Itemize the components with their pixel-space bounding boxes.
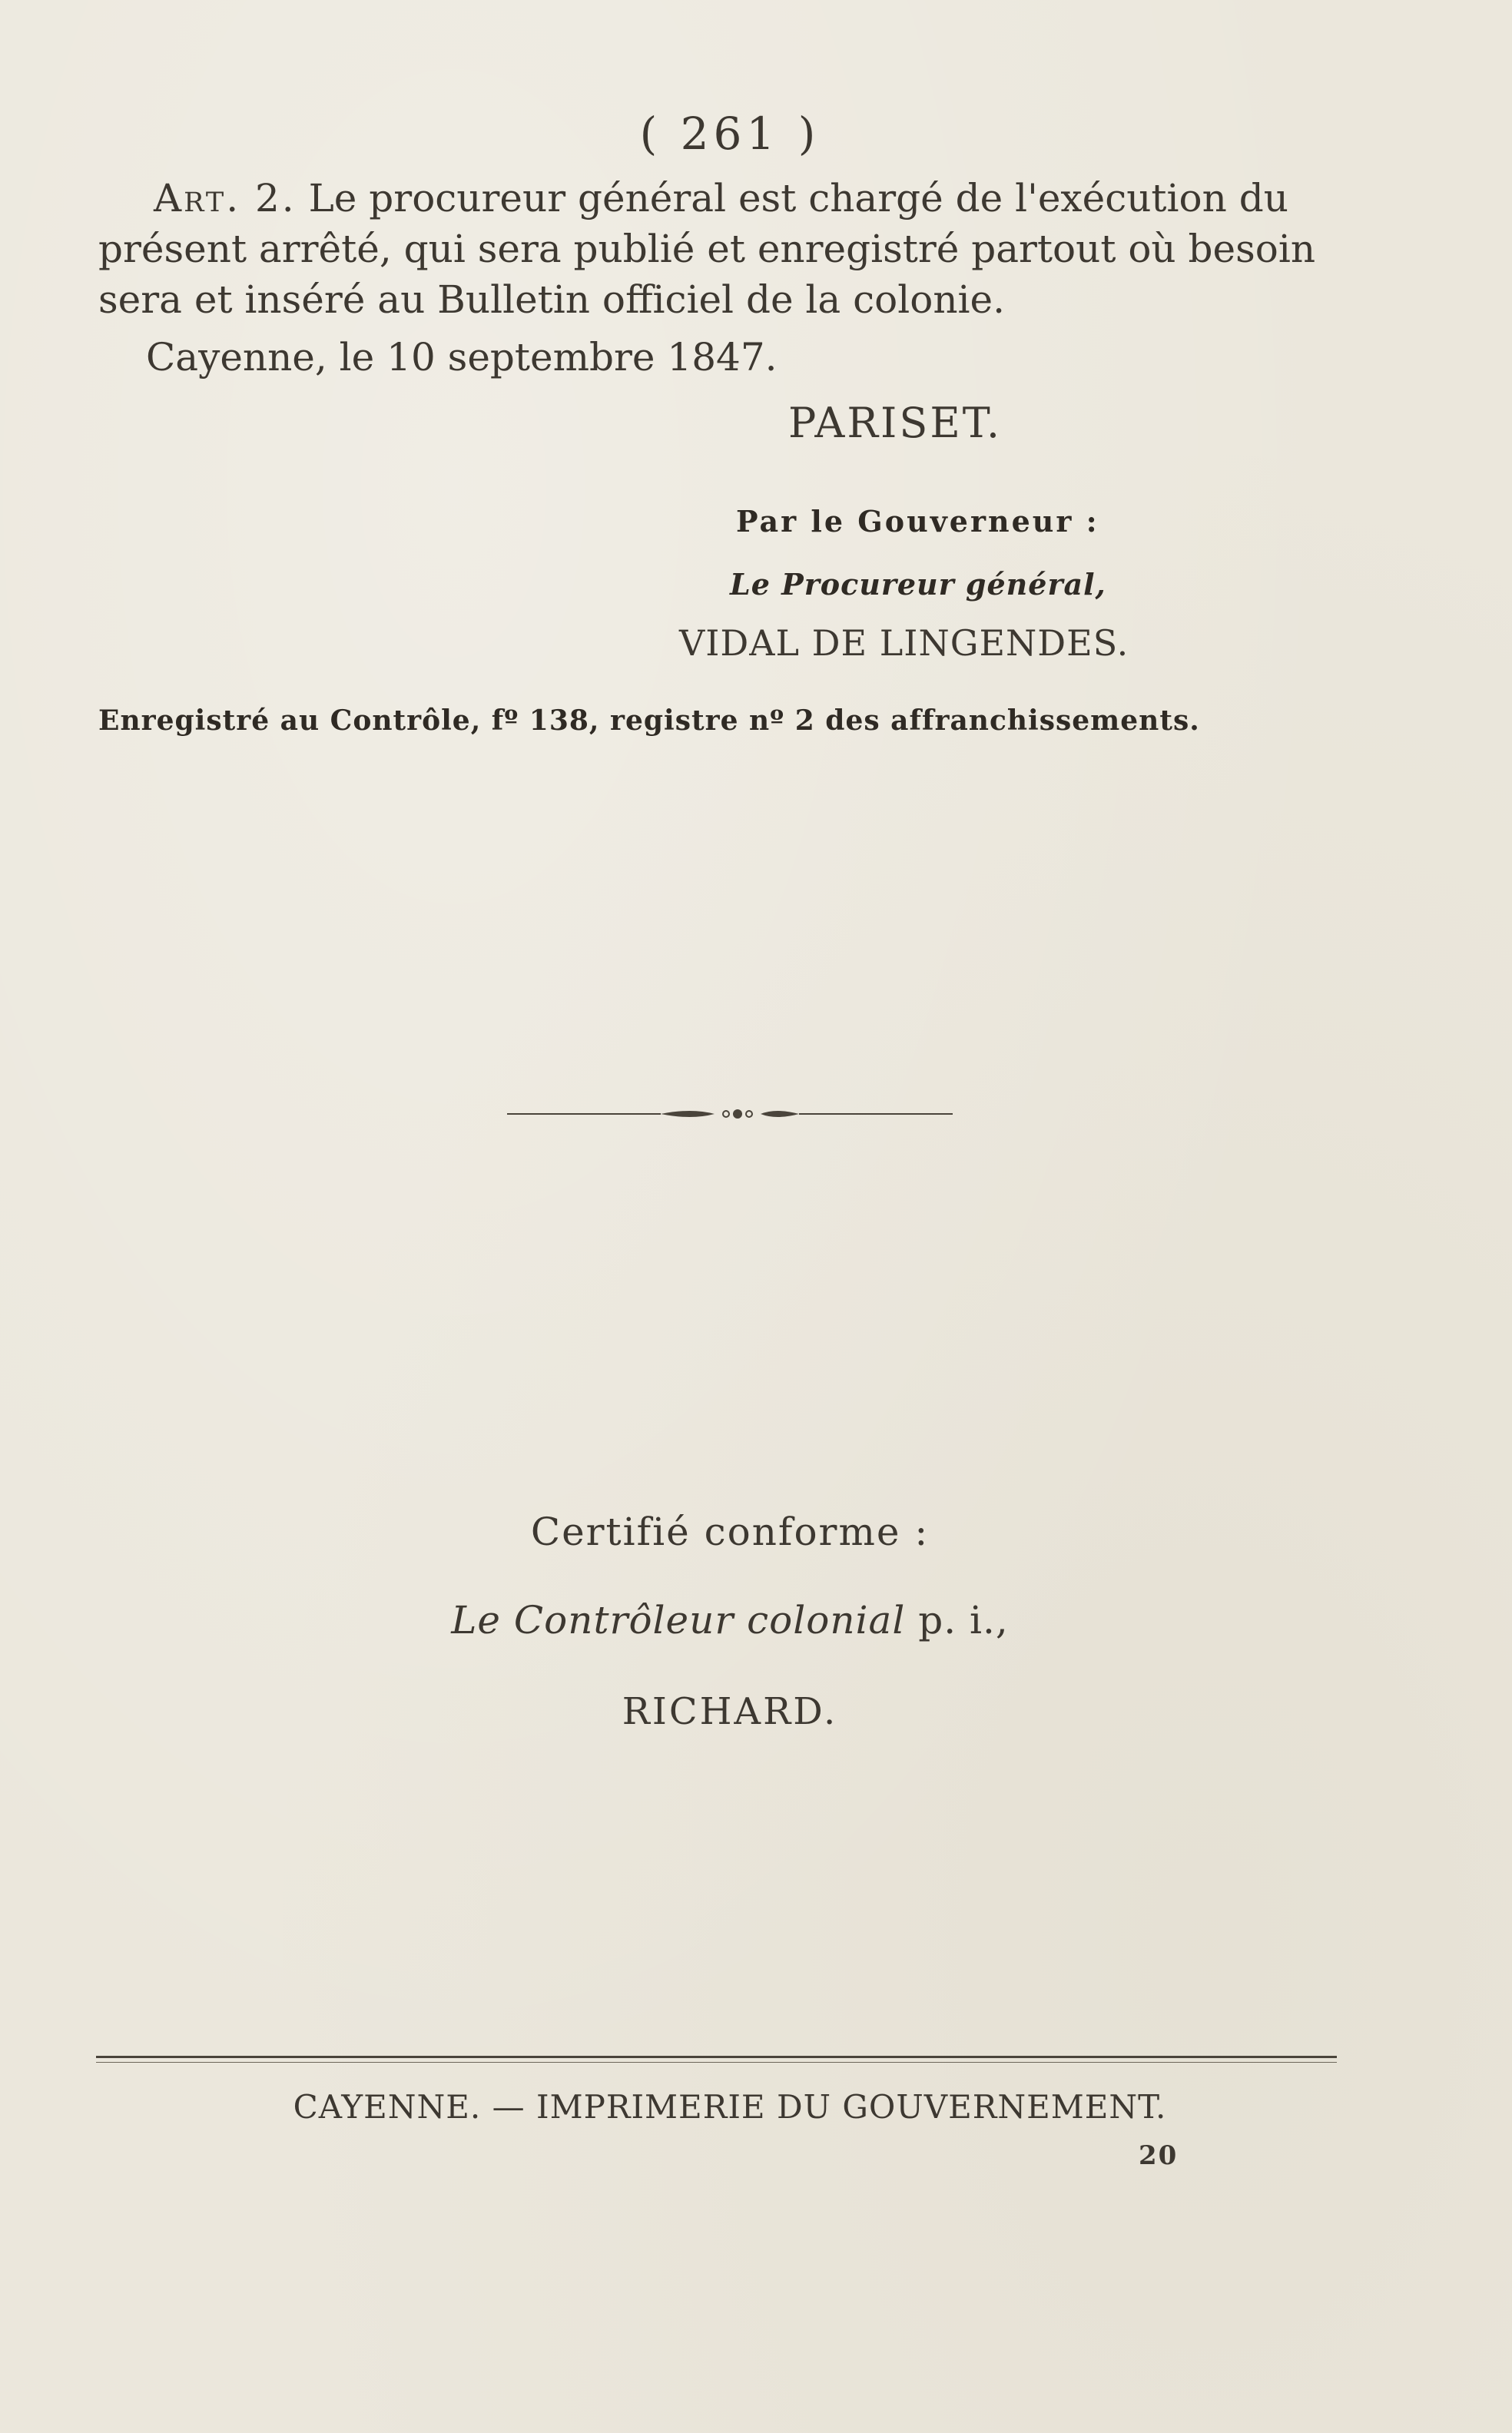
- page-number: ( 261 ): [639, 108, 821, 160]
- by-governor-line: Par le Gouverneur :: [736, 504, 1099, 539]
- article-paragraph: [98, 173, 1366, 325]
- governor-signature: PARISET.: [788, 399, 1003, 447]
- article-line-1: Art. 2. Le procureur général est chargé de l'exécution du: [154, 176, 1288, 220]
- controller-name: RICHARD.: [622, 1690, 838, 1733]
- ornament-divider: [507, 1099, 953, 1129]
- article-label: Art. 2.: [154, 176, 297, 220]
- article-line-3: sera et inséré au Bulletin officiel de la colonie.: [98, 277, 1006, 322]
- procureur-title: Le Procureur général,: [730, 567, 1106, 602]
- controller-title: Le Contrôleur colonial: [451, 1598, 906, 1642]
- registration-note: Enregistré au Contrôle, fº 138, registre nº 2 des affranchissements.: [98, 704, 1200, 737]
- footer-rule: [96, 2056, 1337, 2058]
- footer-rule-thin: [96, 2062, 1337, 2063]
- certified-line: Certifié conforme :: [530, 1510, 930, 1554]
- sheet-number: 20: [1139, 2140, 1179, 2171]
- controller-suffix: p. i.,: [905, 1598, 1009, 1642]
- article-line-2: présent arrêté, qui sera publié et enregistré partout où besoin: [98, 227, 1316, 271]
- procureur-name: VIDAL DE LINGENDES.: [679, 622, 1129, 664]
- date-line: Cayenne, le 10 septembre 1847.: [146, 335, 778, 380]
- printer-imprint: CAYENNE. — IMPRIMERIE DU GOUVERNEMENT.: [293, 2088, 1167, 2126]
- controller-line: [0, 1598, 1460, 1642]
